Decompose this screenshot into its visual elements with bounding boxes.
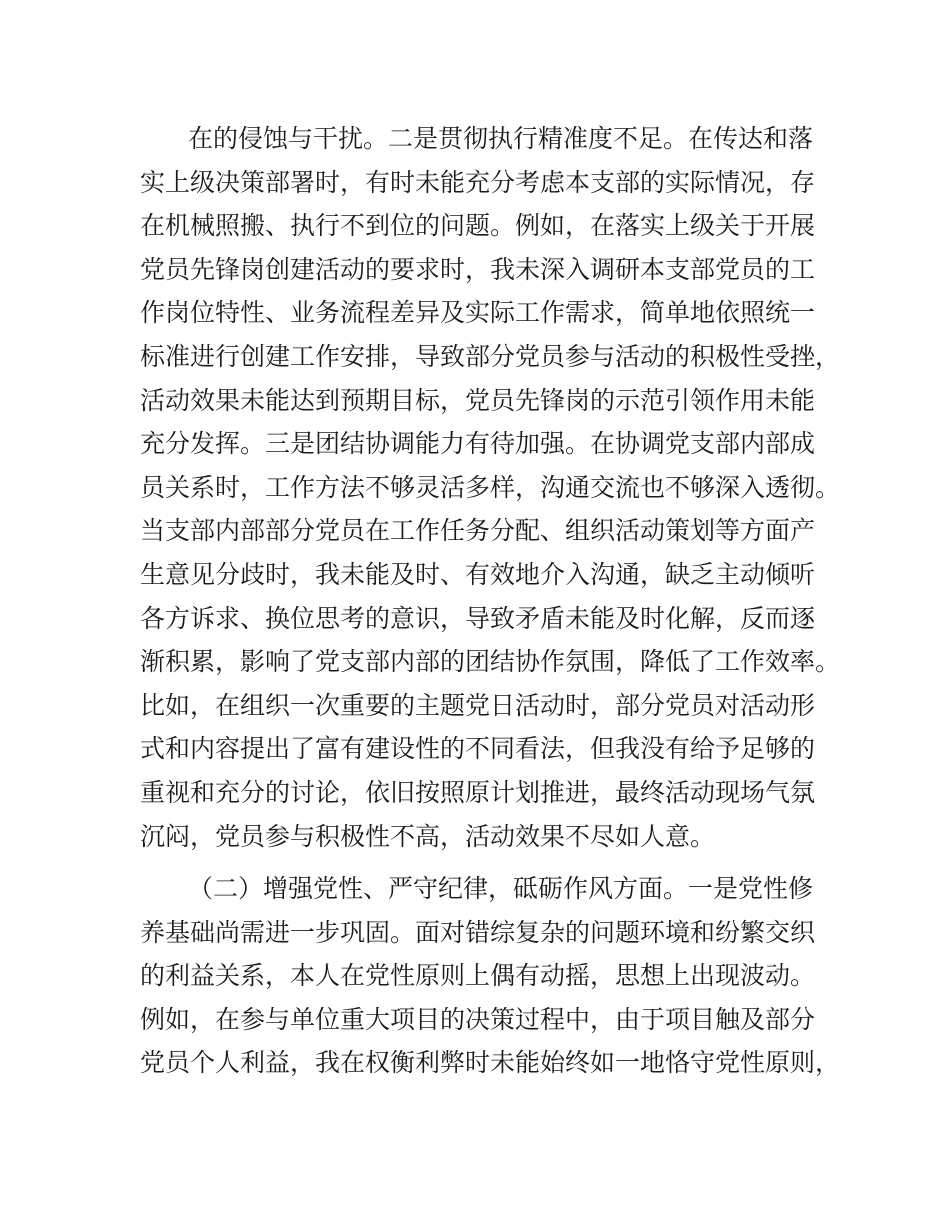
text-line: 党员个人利益，我在权衡利弊时未能始终如一地恪守党性原则， [140, 1048, 841, 1078]
text-line: 的利益关系，本人在党性原则上偶有动摇，思想上出现波动。 [140, 961, 816, 991]
text-line: 各方诉求、换位思考的意识，导致矛盾未能及时化解，反而逐 [140, 603, 816, 633]
text-line: 比如，在组织一次重要的主题党日活动时，部分党员对活动形 [140, 690, 816, 720]
text-line: 沉闷，党员参与积极性不高，活动效果不尽如人意。 [140, 821, 716, 851]
text-line: 作岗位特性、业务流程差异及实际工作需求，简单地依照统一 [140, 298, 816, 328]
text-line: 员关系时，工作方法不够灵活多样，沟通交流也不够深入透彻。 [140, 472, 841, 502]
text-line: 渐积累，影响了党支部内部的团结协作氛围，降低了工作效率。 [140, 647, 841, 677]
text-line: 党员先锋岗创建活动的要求时，我未深入调研本支部党员的工 [140, 254, 816, 284]
text-line: 养基础尚需进一步巩固。面对错综复杂的问题环境和纷繁交织 [140, 917, 816, 947]
text-line: 当支部内部部分党员在工作任务分配、组织活动策划等方面产 [140, 516, 816, 546]
text-line: 在机械照搬、执行不到位的问题。例如，在落实上级关于开展 [140, 211, 816, 241]
text-line: 生意见分歧时，我未能及时、有效地介入沟通，缺乏主动倾听 [140, 559, 816, 589]
text-line: 式和内容提出了富有建设性的不同看法，但我没有给予足够的 [140, 734, 816, 764]
text-line: 实上级决策部署时，有时未能充分考虑本支部的实际情况，存 [140, 167, 816, 197]
paragraph-2 [140, 867, 840, 1085]
text-line: 活动效果未能达到预期目标，党员先锋岗的示范引领作用未能 [140, 385, 816, 415]
paragraph-1 [140, 117, 840, 858]
text-line: （二）增强党性、严守纪律，砥砺作风方面。一是党性修 [188, 874, 814, 903]
text-line: 例如，在参与单位重大项目的决策过程中，由于项目触及部分 [140, 1004, 816, 1034]
text-line: 充分发挥。三是团结协调能力有待加强。在协调党支部内部成 [140, 429, 816, 459]
text-line: 标准进行创建工作安排，导致部分党员参与活动的积极性受挫， [140, 341, 841, 371]
text-line: 在的侵蚀与干扰。二是贯彻执行精准度不足。在传达和落 [188, 124, 814, 153]
text-line: 重视和充分的讨论，依旧按照原计划推进，最终活动现场气氛 [140, 777, 816, 807]
